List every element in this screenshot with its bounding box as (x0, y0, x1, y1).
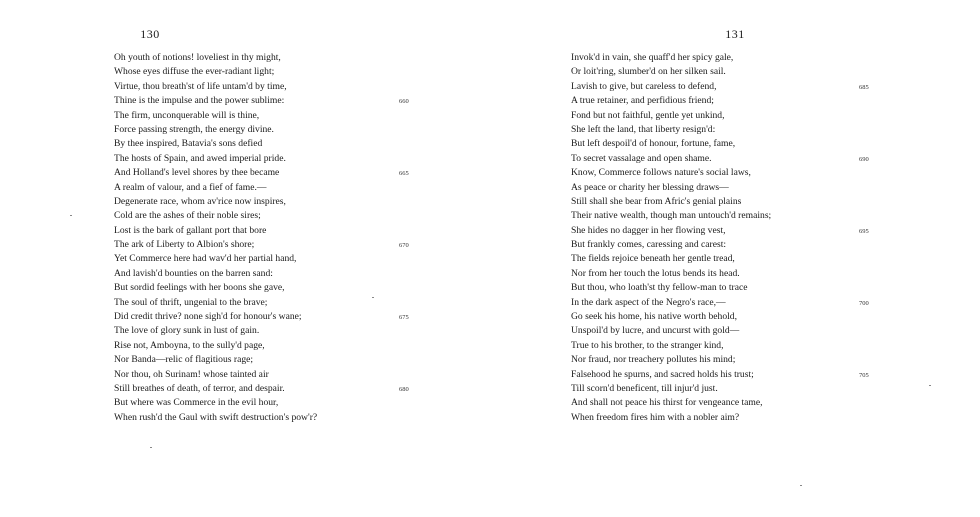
poem-line-text: Fond but not faithful, gentle yet unkind, (571, 109, 725, 121)
poem-line-text: But sordid feelings with her boons she gave, (114, 282, 285, 294)
poem-line-text: As peace or charity her blessing draws— (571, 181, 729, 193)
poem-line (571, 152, 901, 166)
poem-line (571, 382, 901, 396)
poem-line (571, 353, 901, 367)
poem-line-text: Nor Banda—relic of flagitious rage; (114, 354, 254, 366)
poem-line (571, 224, 901, 238)
poem-line-text: A true retainer, and perfidious friend; (571, 95, 714, 107)
page-number-right: 131 (725, 27, 745, 41)
poem-line-text: And lavish'd bounties on the barren sand: (114, 267, 273, 279)
poem-line-text: Force passing strength, the energy divine. (114, 123, 274, 135)
scan-speck (929, 385, 931, 386)
poem-line (571, 181, 901, 195)
poem-line (114, 195, 414, 209)
poem-line-text: Degenerate race, whom av'rice now inspires, (114, 195, 286, 207)
poem-line (571, 195, 901, 209)
poem-line (571, 267, 901, 281)
poem-line (571, 281, 901, 295)
poem-line (114, 310, 414, 324)
poem-line (114, 368, 414, 382)
line-number: 695 (859, 227, 869, 235)
scan-speck (150, 447, 152, 448)
poem-line-text: Their native wealth, though man untouch'd remains; (571, 210, 772, 222)
poem-line (571, 80, 901, 94)
scan-speck (372, 297, 374, 298)
poem-line-text: But frankly comes, caressing and carest: (571, 239, 727, 251)
poem-line (114, 109, 414, 123)
page-number-left: 130 (140, 27, 160, 41)
poem-line-text: And shall not peace his thirst for vengeance tame, (571, 397, 763, 409)
poem-line-text: Nor thou, oh Surinam! whose tainted air (114, 368, 269, 380)
poem-line (114, 339, 414, 353)
poem-line (114, 137, 414, 151)
poem-line (114, 123, 414, 137)
poem-line-text: But thou, who loath'st thy fellow-man to trace (571, 282, 748, 294)
poem-line-text: The hosts of Spain, and awed imperial pride. (114, 152, 286, 164)
poem-line-text: By thee inspired, Batavia's sons defied (114, 138, 263, 150)
poem-line-text: Virtue, thou breath'st of life untam'd by time, (114, 80, 287, 92)
poem-line-text: But left despoil'd of honour, fortune, fame, (571, 138, 736, 150)
poem-line-text: Till scorn'd beneficent, till injur'd just. (571, 382, 718, 394)
poem-line-text: True to his brother, to the stranger kind, (571, 339, 724, 351)
line-number: 680 (399, 385, 409, 393)
poem-line-text: Oh youth of notions! loveliest in thy might, (114, 52, 281, 63)
poem-line (114, 281, 414, 295)
poem-line (114, 166, 414, 180)
poem-line-text: To secret vassalage and open shame. (571, 152, 712, 164)
poem-line (571, 166, 901, 180)
poem-line-text: Go seek his home, his native worth behold, (571, 311, 737, 323)
poem-line (114, 181, 414, 195)
poem-line (114, 209, 414, 223)
poem-line (571, 324, 901, 338)
poem-line-text: The love of glory sunk in lust of gain. (114, 325, 260, 337)
line-number: 675 (399, 314, 409, 322)
poem-line (114, 411, 414, 425)
poem-line-text: Rise not, Amboyna, to the sully'd page, (114, 339, 265, 351)
right-page (490, 0, 980, 517)
poem-line (114, 238, 414, 252)
poem-line-text: The ark of Liberty to Albion's shore; (114, 239, 255, 251)
line-number: 665 (399, 170, 409, 178)
poem-line (114, 152, 414, 166)
poem-line-text: The soul of thrift, ungenial to the brave; (114, 296, 268, 308)
poem-line (571, 238, 901, 252)
poem-line-text: Nor fraud, nor treachery pollutes his mind; (571, 354, 736, 366)
poem-line-text: Know, Commerce follows nature's social laws, (571, 167, 751, 179)
poem-line (114, 396, 414, 410)
line-number: 660 (399, 98, 409, 106)
poem-line (571, 94, 901, 108)
poem-line-text: Yet Commerce here had wav'd her partial hand, (114, 253, 297, 265)
poem-line (114, 353, 414, 367)
poem-line (114, 94, 414, 108)
poem-line (114, 267, 414, 281)
poem-line (114, 252, 414, 266)
poem-line-text: Thine is the impulse and the power sublime: (114, 95, 285, 107)
poem-line-text: She left the land, that liberty resign'd: (571, 123, 716, 135)
poem-line-text: Unspoil'd by lucre, and uncurst with gold— (571, 325, 740, 337)
poem-line (571, 411, 901, 425)
poem-line (571, 310, 901, 324)
poem-line-text: In the dark aspect of the Negro's race,— (571, 296, 726, 308)
poem-line-text: The fields rejoice beneath her gentle tread, (571, 253, 735, 265)
line-number: 690 (859, 155, 869, 163)
poem-line (114, 80, 414, 94)
poem-line (114, 224, 414, 238)
poem-line (571, 51, 901, 65)
poem-line (571, 209, 901, 223)
poem-line (571, 339, 901, 353)
poem-line (571, 252, 901, 266)
poem-line-text: When freedom fires him with a nobler aim? (571, 411, 740, 423)
poem-line (114, 324, 414, 338)
poem-line (571, 137, 901, 151)
poem-line (114, 382, 414, 396)
poem-line (114, 296, 414, 310)
line-number: 670 (399, 242, 409, 250)
poem-line-text: Nor from her touch the lotus bends its head. (571, 267, 740, 279)
line-number: 685 (859, 83, 869, 91)
line-number: 700 (859, 299, 869, 307)
poem-line-text: Still shall she bear from Afric's genial plains (571, 195, 742, 207)
poem-line (571, 396, 901, 410)
poem-line-text: Or loit'ring, slumber'd on her silken sail. (571, 66, 726, 78)
scan-speck (800, 485, 802, 486)
poem-lines-left (114, 51, 414, 425)
line-number: 705 (859, 371, 869, 379)
poem-line-text: A realm of valour, and a fief of fame.— (114, 181, 267, 193)
scan-speck (70, 215, 72, 216)
poem-line-text: The firm, unconquerable will is thine, (114, 109, 260, 121)
poem-line (114, 65, 414, 79)
poem-line (571, 65, 901, 79)
poem-line-text: Whose eyes diffuse the ever-radiant light; (114, 66, 275, 78)
poem-line-text: When rush'd the Gaul with swift destruction's pow'r? (114, 411, 318, 423)
poem-line (571, 296, 901, 310)
poem-line (571, 109, 901, 123)
poem-line-text: And Holland's level shores by thee became (114, 167, 280, 179)
poem-line-text: Falsehood he spurns, and sacred holds his trust; (571, 368, 754, 380)
poem-line (571, 123, 901, 137)
poem-lines-right (571, 51, 901, 425)
poem-line-text: Lavish to give, but careless to defend, (571, 80, 717, 92)
poem-line (571, 368, 901, 382)
poem-line-text: Did credit thrive? none sigh'd for honour's wane; (114, 311, 302, 323)
poem-line-text: Cold are the ashes of their noble sires; (114, 210, 261, 222)
poem-line-text: Lost is the bark of gallant port that bore (114, 224, 267, 236)
poem-line (114, 51, 414, 65)
poem-line-text: Still breathes of death, of terror, and despair. (114, 382, 285, 394)
poem-line-text: But where was Commerce in the evil hour, (114, 397, 279, 409)
poem-line-text: Invok'd in vain, she quaff'd her spicy gale, (571, 52, 734, 63)
poem-line-text: She hides no dagger in her flowing vest, (571, 224, 726, 236)
